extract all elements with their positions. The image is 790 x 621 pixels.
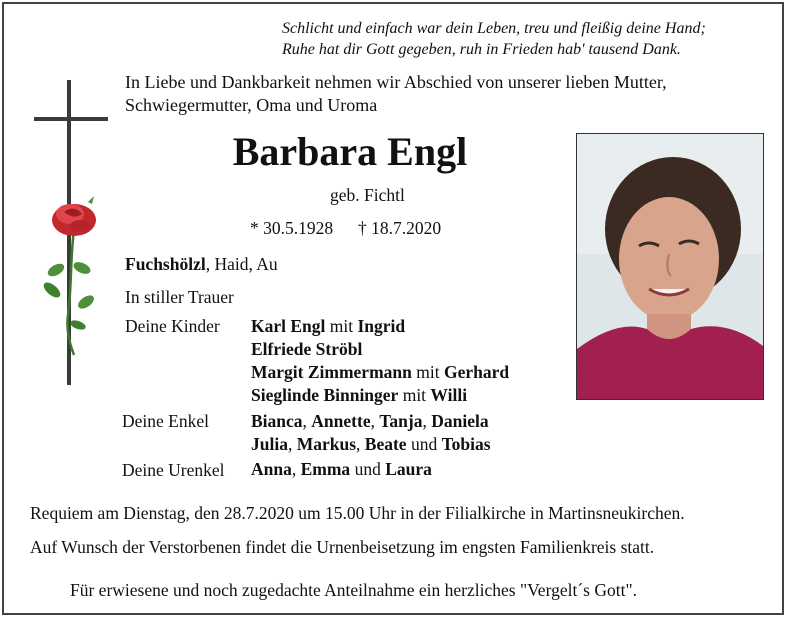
- grandchildren-label: Deine Enkel: [122, 411, 209, 431]
- child-row: Elfriede Ströbl: [251, 339, 363, 359]
- birth-name: geb. Fichtl: [330, 185, 405, 205]
- verse-line-2: Ruhe hat dir Gott gegeben, ruh in Frieden hab' tausend Dank.: [282, 41, 681, 58]
- grandchildren-row-1: Bianca, Annette, Tanja, Daniela: [251, 411, 489, 431]
- cross-with-rose-icon: [30, 80, 120, 390]
- location-rest: , Haid, Au: [205, 254, 278, 274]
- death-date: † 18.7.2020: [358, 218, 442, 238]
- children-label: Deine Kinder: [125, 316, 220, 336]
- portrait-photo: [576, 133, 764, 400]
- mourning-label: In stiller Trauer: [125, 287, 234, 307]
- grandchildren-row-2: Julia, Markus, Beate und Tobias: [251, 434, 491, 454]
- birth-date: * 30.5.1928: [250, 218, 334, 238]
- child-row: Margit Zimmermann mit Gerhard: [251, 362, 510, 382]
- portrait-image: [577, 134, 763, 399]
- intro-line-2: Schwiegermutter, Oma und Uroma: [125, 95, 378, 115]
- location: [125, 254, 278, 275]
- urn-burial-info: Auf Wunsch der Verstorbenen findet die Urnenbeisetzung im engsten Familienkreis statt.: [30, 537, 655, 557]
- intro-line-1: In Liebe und Dankbarkeit nehmen wir Abschied von unserer lieben Mutter,: [125, 72, 667, 92]
- great-grandchildren-row: Anna, Emma und Laura: [251, 459, 432, 479]
- great-grandchildren-label: Deine Urenkel: [122, 460, 225, 480]
- child-row: Karl Engl mit Ingrid: [251, 316, 406, 336]
- location-primary: Fuchshölzl: [125, 254, 206, 274]
- child-row: Sieglinde Binninger mit Willi: [251, 385, 468, 405]
- thanks-line: Für erwiesene und noch zugedachte Anteilnahme ein herzliches "Vergelt´s Gott".: [70, 580, 637, 600]
- requiem-info: Requiem am Dienstag, den 28.7.2020 um 15.00 Uhr in der Filialkirche in Martinsneukirchen.: [30, 503, 685, 523]
- verse-line-1: Schlicht und einfach war dein Leben, treu und fleißig deine Hand;: [282, 20, 706, 37]
- deceased-name: Barbara Engl: [232, 129, 468, 174]
